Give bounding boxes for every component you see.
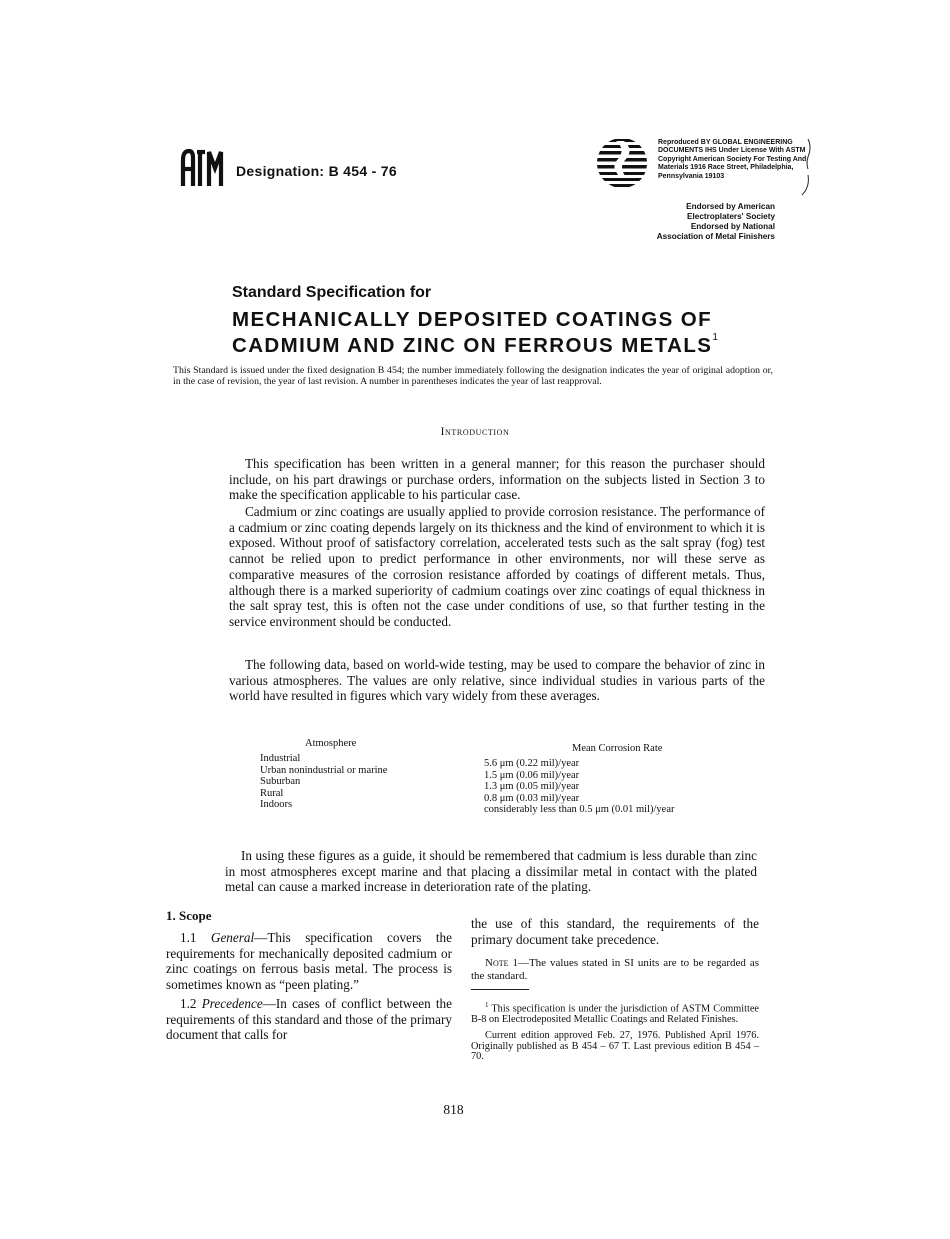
left-column: [166, 930, 452, 1047]
intro-paragraph-text: This specification has been written in a general manner; for this reason the purchaser should include, on his part drawings or purchase orders, information on the subjects listed in Section 3 to make the specification applicable to his particular case.: [229, 456, 765, 503]
section-number: 1.1: [180, 930, 197, 945]
note-1: [471, 957, 759, 982]
bracket-icon: [800, 137, 814, 197]
intro-paragraph: [229, 456, 765, 503]
intro-paragraph: [225, 848, 757, 895]
intro-paragraph-text: The following data, based on world-wide testing, may be used to compare the behavior of zinc in various atmospheres. The values are only relative, since individual studies in various parts of the world have resulted in figures which vary widely from these averages.: [229, 657, 765, 704]
note-text: —The values stated in SI units are to be regarded as the standard.: [471, 957, 760, 982]
table-cell-atmosphere: Industrial: [260, 753, 301, 764]
title-prefix: Standard Specification for: [232, 284, 432, 301]
atmosphere-column: [260, 753, 387, 811]
endorsement-line: Endorsed by National: [690, 222, 775, 231]
table-cell-rate: 5.6 μm (0.22 mil)/year: [484, 758, 580, 769]
rate-column: [484, 758, 675, 816]
section-title: Precedence: [201, 996, 263, 1011]
footnote-mark: 1: [712, 332, 720, 343]
section-1-1: [166, 930, 452, 992]
title-line-2: [232, 334, 719, 358]
reproduction-notice: [658, 139, 810, 181]
section-1-2-continued: the use of this standard, the requirements of the primary document take precedence.: [471, 916, 759, 947]
table-cell-atmosphere: Suburban: [260, 776, 301, 788]
endorsement-block: [620, 202, 775, 242]
table-cell-rate: 1.3 μm (0.05 mil)/year: [484, 781, 580, 793]
section-text: —This specification covers the requirements for mechanically deposited cadmium or zinc coatings on ferrous basis metal. The process is sometimes known as “peen plating.”: [166, 930, 452, 992]
introduction-heading: [0, 426, 950, 438]
title-line-2-text: CADMIUM AND ZINC ON FERROUS METALS: [232, 334, 713, 357]
table-cell-rate: 0.8 μm (0.03 mil)/year: [484, 792, 580, 804]
page-number: 818: [443, 1102, 464, 1117]
section-title: General: [210, 930, 255, 945]
footnote-mark: 1: [485, 1001, 489, 1009]
intro-paragraph-text: In using these figures as a guide, it should be remembered that cadmium is less durable than zinc in most atmospheres except marine and that placing a dissimilar metal in contact with the plated metal can cause a marked increase in deterioration rate of the plating.: [225, 848, 757, 895]
intro-paragraph: [229, 504, 765, 630]
reproduction-line: Copyright American Society For Testing And: [658, 155, 807, 163]
globe-icon: [596, 137, 648, 189]
endorsement-line: Association of Metal Finishers: [656, 232, 775, 241]
section-1-2: [166, 996, 452, 1043]
intro-paragraph: [229, 657, 765, 704]
table-header-atmosphere: Atmosphere: [305, 738, 357, 749]
table-cell-rate: 1.5 μm (0.06 mil)/year: [484, 769, 580, 781]
table-cell-rate: considerably less than 0.5 μm (0.01 mil)/year: [484, 804, 675, 816]
introduction-heading-text: Introduction: [440, 426, 510, 438]
reproduction-line: Reproduced BY GLOBAL ENGINEERING: [658, 139, 793, 146]
designation: Designation: B 454 - 76: [236, 163, 397, 179]
table-cell-atmosphere: Urban nonindustrial or marine: [260, 764, 388, 776]
right-column: [471, 916, 759, 951]
endorsement-line: Electroplaters' Society: [687, 212, 775, 221]
section-heading-scope: 1. Scope: [166, 908, 212, 923]
table-cell-atmosphere: Indoors: [260, 799, 293, 811]
table-cell-atmosphere: Rural: [260, 787, 284, 799]
reproduction-line: DOCUMENTS IHS Under License With ASTM: [658, 147, 806, 155]
footnote-text: This specification is under the jurisdiction of ASTM Committee B-8 on Electrodeposited Metallic Coatings and Related Finishes.: [471, 1003, 759, 1026]
footnote-divider: [471, 989, 529, 990]
section-number: 1.2: [180, 996, 197, 1011]
section-text: —In cases of conflict between the requirements of this standard and those of the primary document that calls for: [166, 996, 452, 1042]
astm-logo-icon: [180, 146, 226, 190]
reproduction-line: Materials 1916 Race Street, Philadelphia,: [658, 164, 794, 172]
footnote-1: [471, 1000, 759, 1026]
issue-note: This Standard is issued under the fixed designation B 454; the number immediately following the designation indicates the year of original adoption or, in the case of revision, the year of last revision. A number in parentheses indicates the year of last reapproval.: [173, 365, 773, 387]
table-header-rate: Mean Corrosion Rate: [572, 743, 663, 754]
footnote-2: Current edition approved Feb. 27, 1976. Published April 1976. Originally published as B 454 – 67 T. Last previous edition B 454 – 70.: [471, 1030, 759, 1063]
endorsement-line: Endorsed by American: [686, 202, 775, 211]
note-label: Note 1: [485, 957, 518, 969]
reproduction-line: Pennsylvania 19103: [658, 172, 725, 180]
intro-paragraph-text: Cadmium or zinc coatings are usually applied to provide corrosion resistance. The performance of a cadmium or zinc coating depends largely on its thickness and the kind of environment to which it is exposed. Without proof of satisfactory correlation, accelerated tests such as the salt spray (fog) test cannot be relied upon to predict performance in other environments, nor will these serve as comparative measures of the corrosion resistance afforded by coatings of different metals. Thus, although there is a marked superiority of cadmium coatings over zinc coatings of equal thickness in the salt spray test, this is often not the case under conditions of use, so that further testing in the service environment should be conducted.: [229, 504, 765, 629]
title-line-1: MECHANICALLY DEPOSITED COATINGS OF: [232, 308, 713, 331]
